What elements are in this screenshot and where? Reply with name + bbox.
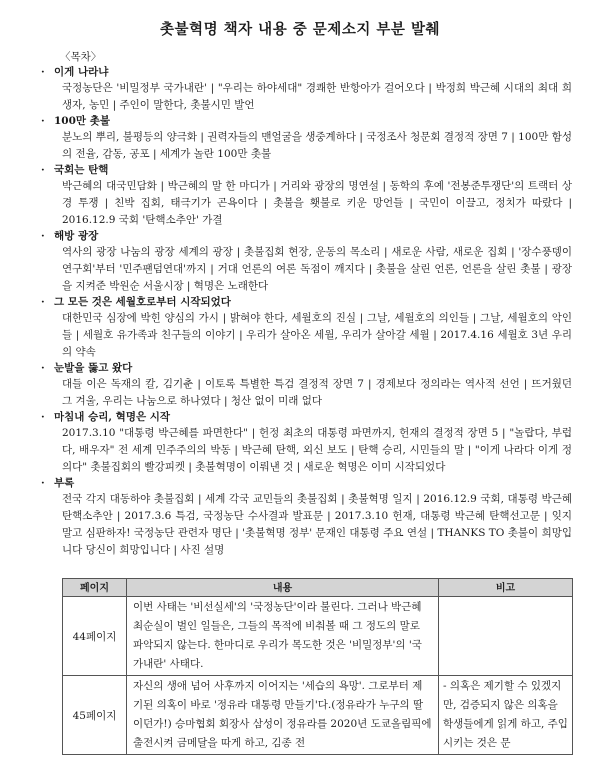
row-content: 이번 사태는 '비선실세'의 '국정농단'이라 불린다. 그러나 박근혜 최순실이 벌인 일들은, 그들의 목적에 비춰볼 때 그 정도의 말로 파악되지 않는다. 한마디로 우리가 목도한 것은 '비밀정부'의 '국가내란' 사태다. [127,597,439,676]
bullet-icon: · [41,164,45,176]
header-note: 비고 [439,579,573,597]
section-heading-text: 이게 나라냐 [54,66,109,78]
toc-section [41,410,572,476]
row-note [439,597,573,676]
section-body: 2017.3.10 "대통령 박근혜를 파면한다" | 헌정 최초의 대통령 파면까지, 헌재의 결정적 장면 5 | "놀랍다, 부럽다, 배우자" 전 세계 민주주의의 박동 | 박근혜 탄핵, 외신 보도 | 탄핵 승리, 시민들의 말 | "이게 나라다 이게 정의다" 촛불집회의 빨강피켓 | 촛불혁명이 이뤄낸 것 | 새로운 혁명은 이미 시작되었다 [62,427,572,473]
section-heading [41,65,572,80]
toc-sections [41,65,572,559]
header-page: 페이지 [63,579,127,597]
section-heading [41,295,572,310]
toc-section [41,476,572,559]
row-page: 44페이지 [63,597,127,676]
bullet-icon: · [41,230,45,242]
header-content: 내용 [127,579,439,597]
section-body: 대들 이은 독재의 칼, 김기춘 | 이토록 특별한 특검 결정적 장면 7 | 경제보다 정의라는 역사적 선언 | 뜨거웠던 그 겨울, 우리는 나눔으로 하나였다 | 청산 없이 미래 없다 [62,378,572,407]
section-heading [41,163,572,178]
table-row [63,676,573,755]
bullet-icon: · [41,411,45,423]
section-heading-text: 눈발을 뚫고 왔다 [54,362,133,374]
bullet-icon: · [41,115,45,127]
section-heading [41,410,572,425]
section-heading [41,114,572,129]
row-content: 자신의 생애 넘어 사후까지 이어지는 '세습의 욕망'. 그로부터 제기된 의혹이 바로 '정유라 대통령 만들기'다.(정유라가 누구의 딸이던가!) 승마협회 회장사 삼성이 정유라를 2020년 도쿄올림픽에 출전시켜 금메달을 따게 하고, 김종 전 [127,676,439,755]
row-note: - 의혹은 제기할 수 있겠지만, 검증되지 않은 의혹을 학생들에게 읽게 하고, 주입시키는 것은 문 [439,676,573,755]
section-heading [41,476,572,491]
table-header-row [63,579,573,597]
table-row [63,597,573,676]
section-body: 전국 각지 대동하야 촛불집회 | 세계 각국 교민들의 촛불집회 | 촛불혁명 일지 | 2016.12.9 국회, 대통령 박근혜 탄핵소추안 | 2017.3.6 특검, 국정농단 수사결과 발표문 | 2017.3.10 헌재, 대통령 박근혜 탄핵선고문 | 잊지 말고 심판하자! 국정농단 관련자 명단 | '촛불혁명 정부' 문재인 대통령 주요 연설 | THANKS TO 촛불이 희망입니다 당신이 희망입니다 | 사진 설명 [62,493,572,556]
bullet-icon: · [41,66,45,78]
bullet-icon: · [41,296,45,308]
toc-section [41,163,572,229]
section-heading [41,229,572,244]
section-heading-text: 부록 [54,477,75,489]
section-body: 대한민국 심장에 박힌 양심의 가시 | 밝혀야 한다, 세월호의 진실 | 그날, 세월호의 의인들 | 그날, 세월호의 악인들 | 세월호 유가족과 친구들의 이야기 | 우리가 살아온 세월, 우리가 살아갈 세월 | 2017.4.16 세월호 3년 우리의 약속 [62,312,572,358]
section-heading-text: 그 모든 것은 세월호로부터 시작되었다 [54,296,231,308]
section-heading-text: 100만 촛불 [54,115,111,127]
toc-section [41,361,572,410]
section-body: 역사의 광장 나눔의 광장 세계의 광장 | 촛불집회 현장, 운동의 목소리 | 새로운 사람, 새로운 집회 | '장수풍뎅이연구회'부터 '민주팬덤연대'까지 | 거대 언론의 여론 독점이 깨지다 | 촛불을 살린 언론, 언론을 살린 촛불 | 광장을 지켜준 박원순 서울시장 | 혁명은 노래한다 [62,246,572,292]
toc-label: 〈목차〉 [60,51,102,63]
section-heading-text: 국회는 탄핵 [54,164,109,176]
row-page: 45페이지 [63,676,127,755]
section-heading-text: 해방 광장 [54,230,99,242]
document-title: 촛불혁명 책자 내용 중 문제소지 부분 발췌 [160,21,440,38]
section-heading-text: 마침내 승리, 혁명은 시작 [54,411,171,423]
review-table [62,578,573,755]
bullet-icon: · [41,362,45,374]
section-body: 박근혜의 대국민담화 | 박근혜의 말 한 마디가 | 거리와 광장의 명연설 | 동학의 후예 '전봉준투쟁단'의 트랙터 상경 투쟁 | 친박 집회, 태극기가 곤욕이다 | 촛불을 횃불로 키운 망언들 | 국민이 이끌고, 정치가 따랐다 | 2016.12.9 국회 '탄핵소추안' 가결 [62,180,572,226]
toc-section [41,114,572,163]
section-body: 국정농단은 '비밀정부 국가내란' | "우리는 하야세대" 경쾌한 반항아가 걸어오다 | 박정희 박근혜 시대의 최대 희생자, 농민 | 주인이 말한다, 촛불시민 발언 [62,82,572,111]
toc-section [41,229,572,295]
toc-section [41,65,572,114]
toc-section [41,295,572,361]
bullet-icon: · [41,477,45,489]
section-body: 분노의 뿌리, 불평등의 양극화 | 권력자들의 맨얼굴을 생중계하다 | 국정조사 청문회 결정적 장면 7 | 100만 함성의 전율, 감동, 공포 | 세계가 놀란 100만 촛불 [62,131,572,160]
section-heading [41,361,572,376]
